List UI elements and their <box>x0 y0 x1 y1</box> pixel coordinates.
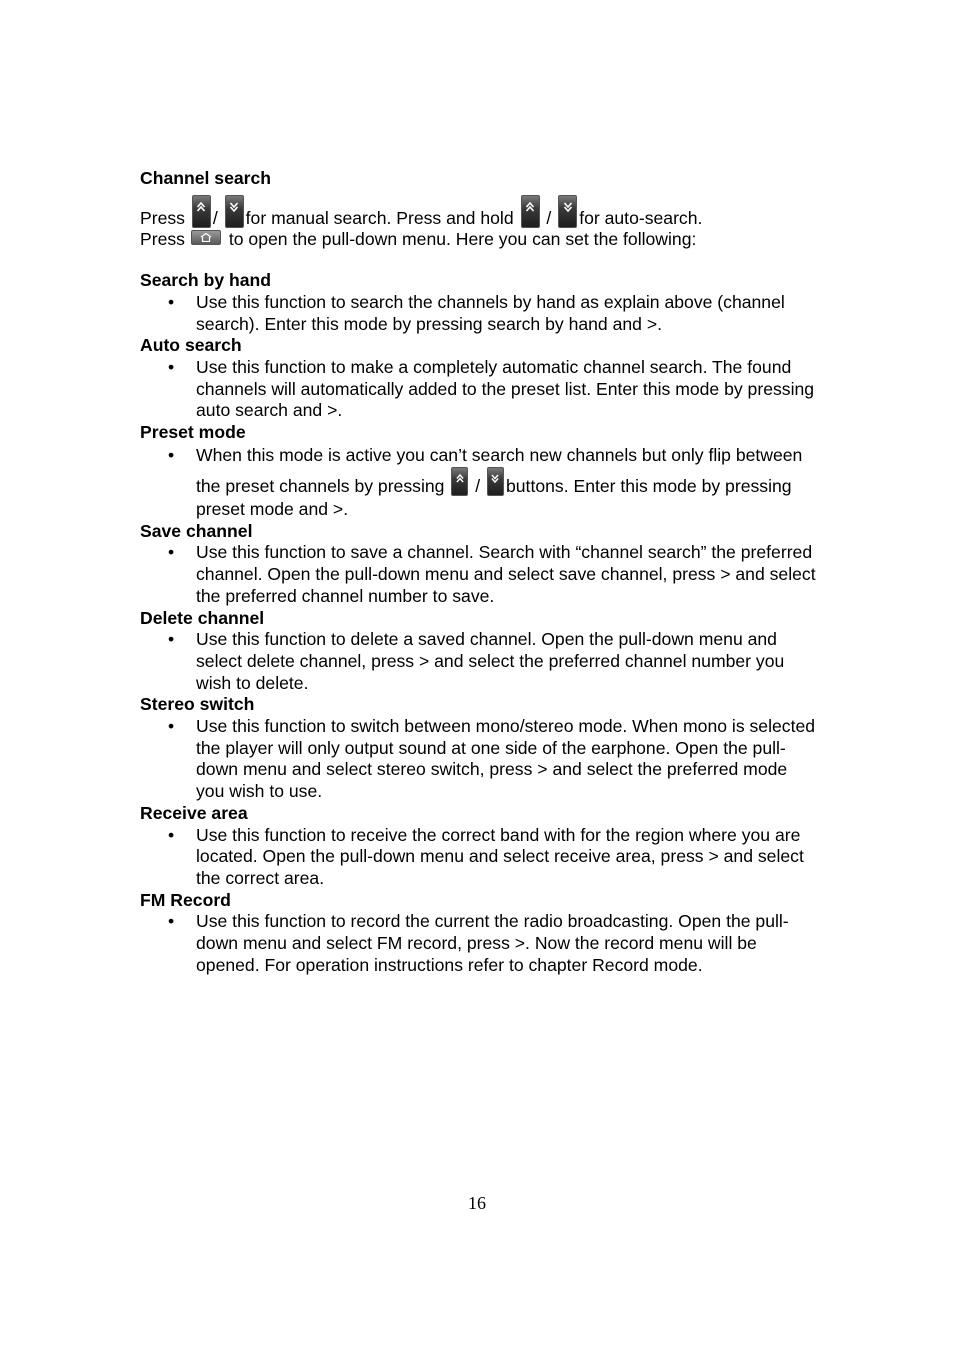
section-heading: Receive area <box>140 802 248 823</box>
section-heading: Auto search <box>140 335 242 356</box>
press-label: Press <box>140 207 185 228</box>
section-text: Use this function to search the channels by hand as explain above (channel search). Enter this mode by pressing search by hand and >. <box>196 291 785 334</box>
section-fm-record <box>140 890 820 977</box>
section-heading: FM Record <box>140 889 231 910</box>
section-text: Use this function to record the current the radio broadcasting. Open the pull-down menu and select FM record, press >. Now the record menu will be opened. For operation instructions refer to chapter Record mode. <box>196 911 789 975</box>
section-save-channel <box>140 521 820 608</box>
list-item <box>140 542 820 607</box>
up-icon <box>521 195 540 228</box>
section-stereo-switch <box>140 694 820 803</box>
list-item <box>140 444 820 521</box>
section-heading: Preset mode <box>140 422 246 443</box>
list-item <box>140 629 820 694</box>
down-icon <box>558 195 577 228</box>
channel-search-heading: Channel search <box>140 168 272 188</box>
bullet-icon: • <box>168 716 175 737</box>
list-item <box>140 292 820 335</box>
down-icon <box>487 467 504 496</box>
slash: / <box>212 207 218 228</box>
home-menu-icon <box>191 230 221 245</box>
list-item <box>140 911 820 976</box>
section-delete-channel <box>140 608 820 695</box>
channel-search-line-1 <box>140 195 820 230</box>
bullet-icon: • <box>168 911 175 932</box>
list-item <box>140 357 820 422</box>
bullet-icon: • <box>168 629 175 650</box>
page-number: 16 <box>468 1193 486 1213</box>
section-heading: Save channel <box>140 520 253 541</box>
slash: / <box>546 207 552 228</box>
up-icon <box>192 195 211 228</box>
page-content <box>140 168 820 977</box>
section-text: When this mode is active you can’t search new channels but only flip between the preset channels by pressing <box>196 444 803 496</box>
section-text: Use this function to save a channel. Search with “channel search” the preferred channel. Open the pull-down menu and select save channel, press > and select the preferred channel number to save. <box>196 542 816 606</box>
list-item <box>140 716 820 803</box>
bullet-icon: • <box>168 542 175 563</box>
bullet-icon: • <box>168 824 175 845</box>
bullet-icon: • <box>168 444 175 465</box>
bullet-icon: • <box>168 291 175 312</box>
section-text: Use this function to delete a saved channel. Open the pull-down menu and select delete channel, press > and select the preferred channel number you wish to delete. <box>196 629 785 693</box>
pull-down-menu-text: to open the pull-down menu. Here you can set the following: <box>228 229 697 250</box>
section-text: Use this function to switch between mono/stereo mode. When mono is selected the player will only output sound at one side of the earphone. Open the pull-down menu and select stereo switch, press > and select the preferred mode you wish to use. <box>196 716 816 802</box>
section-heading: Delete channel <box>140 607 265 628</box>
press-label: Press <box>140 229 185 250</box>
section-text: buttons. Enter this mode by pressing preset mode and >. <box>196 475 792 519</box>
up-icon <box>451 467 468 496</box>
manual-search-text: for manual search. Press and hold <box>245 207 514 228</box>
section-heading: Search by hand <box>140 270 272 291</box>
section-heading: Stereo switch <box>140 694 255 715</box>
list-item <box>140 825 820 890</box>
section-search-by-hand <box>140 270 820 335</box>
section-preset-mode <box>140 422 820 521</box>
slash: / <box>475 475 481 496</box>
section-text: Use this function to receive the correct band with for the region where you are located. Open the pull-down menu and select receive area, press > and select the correct area. <box>196 824 804 888</box>
channel-search-line-2 <box>140 229 820 251</box>
auto-search-text: for auto-search. <box>579 207 703 228</box>
section-auto-search <box>140 335 820 422</box>
section-receive-area <box>140 803 820 890</box>
bullet-icon: • <box>168 356 175 377</box>
down-icon <box>225 195 244 228</box>
section-text: Use this function to make a completely automatic channel search. The found channels will automatically added to the preset list. Enter this mode by pressing auto search and >. <box>196 356 815 421</box>
